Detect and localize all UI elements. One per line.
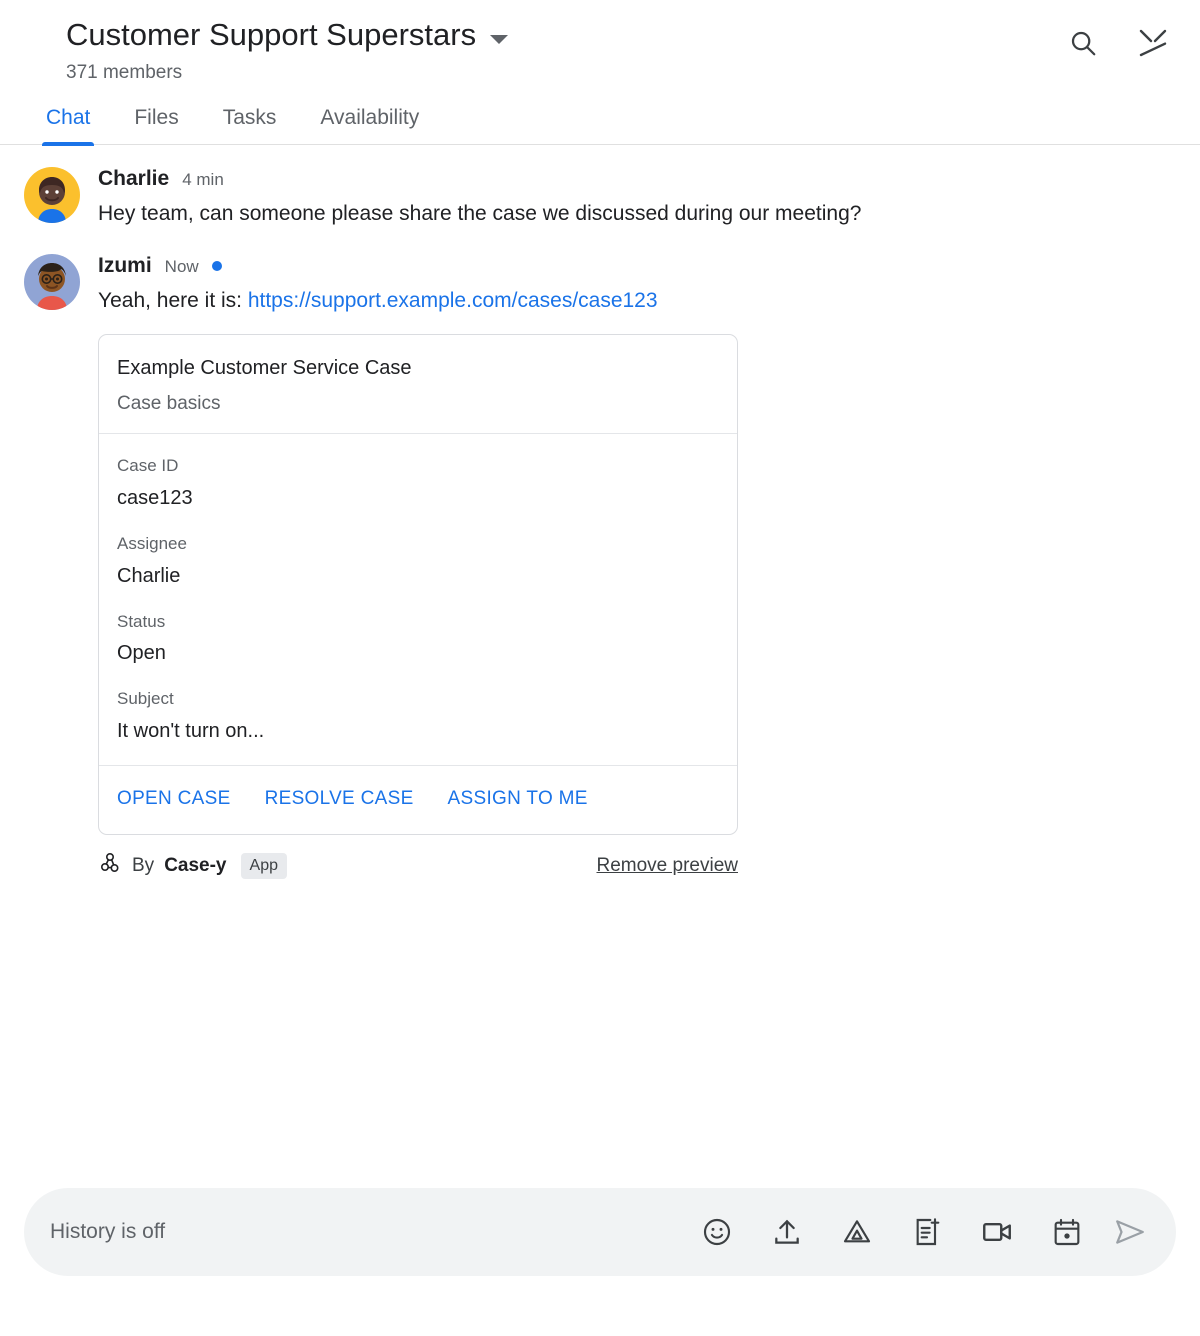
remove-preview-link[interactable]: Remove preview [596, 855, 738, 877]
message-timestamp: Now [164, 256, 199, 276]
field-label: Status [117, 611, 166, 631]
app-badge: App [241, 853, 287, 879]
field-status [117, 610, 719, 668]
page-title: Customer Support Superstars [66, 17, 477, 52]
card-actions [99, 766, 737, 834]
composer-icons [700, 1215, 1084, 1249]
message-text: Hey team, can someone please share the case we discussed during our meeting? [98, 202, 862, 226]
open-case-button[interactable]: OPEN CASE [117, 788, 231, 810]
card-title: Example Customer Service Case [117, 356, 412, 379]
field-value: Charlie [117, 564, 181, 587]
composer-area [0, 1188, 1200, 1336]
upload-icon[interactable] [770, 1215, 804, 1249]
message-input[interactable]: History is off [50, 1220, 166, 1243]
message-timestamp: 4 min [182, 170, 224, 190]
header-actions [1066, 26, 1170, 60]
message-header [98, 167, 1176, 191]
webhook-icon [98, 851, 122, 881]
message-body [98, 167, 1176, 229]
message-body [98, 254, 1176, 882]
field-value: It won't turn on... [117, 720, 265, 743]
card-subtitle: Case basics [117, 392, 221, 414]
resolve-case-button[interactable]: RESOLVE CASE [264, 788, 414, 810]
field-label: Assignee [117, 533, 187, 553]
room-header [0, 0, 1200, 84]
card-fields [99, 434, 737, 766]
search-icon[interactable] [1066, 26, 1100, 60]
field-label: Case ID [117, 455, 179, 475]
field-assignee [117, 532, 719, 590]
attribution-app-name: Case-y [164, 855, 227, 877]
case-link[interactable]: https://support.example.com/cases/case123 [247, 288, 658, 312]
tab-files[interactable]: Files [134, 106, 179, 130]
member-count: 371 members [66, 62, 183, 84]
avatar[interactable] [24, 167, 80, 223]
attribution-left [98, 851, 287, 881]
room-tabs [0, 106, 1200, 145]
message-text [98, 286, 998, 316]
unread-dot-icon [212, 261, 222, 271]
assign-to-me-button[interactable]: ASSIGN TO ME [447, 788, 588, 810]
video-icon[interactable] [980, 1215, 1014, 1249]
message-composer[interactable] [24, 1188, 1176, 1276]
collapse-icon[interactable] [1136, 26, 1170, 60]
case-preview-card [98, 334, 738, 835]
message-text-prefix: Yeah, here it is: [98, 288, 248, 312]
calendar-icon[interactable] [1050, 1215, 1084, 1249]
message-sender: Izumi [98, 253, 152, 277]
message-item [24, 254, 1176, 882]
chevron-down-icon[interactable] [490, 35, 508, 44]
tab-chat[interactable]: Chat [24, 106, 112, 144]
field-label: Subject [117, 689, 174, 709]
card-header [99, 335, 737, 434]
message-sender: Charlie [98, 167, 170, 191]
field-subject [117, 687, 719, 745]
drive-icon[interactable] [840, 1215, 874, 1249]
tab-availability[interactable]: Availability [320, 106, 420, 130]
field-value: case123 [117, 486, 193, 509]
room-title-row[interactable] [24, 18, 1176, 52]
docs-icon[interactable] [910, 1215, 944, 1249]
field-value: Open [117, 642, 166, 665]
message-list [0, 145, 1200, 1174]
emoji-icon[interactable] [700, 1215, 734, 1249]
message-header [98, 254, 1176, 278]
avatar[interactable] [24, 254, 80, 310]
attribution-by-label: By [132, 855, 155, 877]
send-icon[interactable] [1110, 1212, 1150, 1252]
field-case-id [117, 454, 719, 512]
message-item [24, 167, 1176, 229]
card-attribution [98, 851, 738, 881]
tab-tasks[interactable]: Tasks [222, 106, 277, 130]
